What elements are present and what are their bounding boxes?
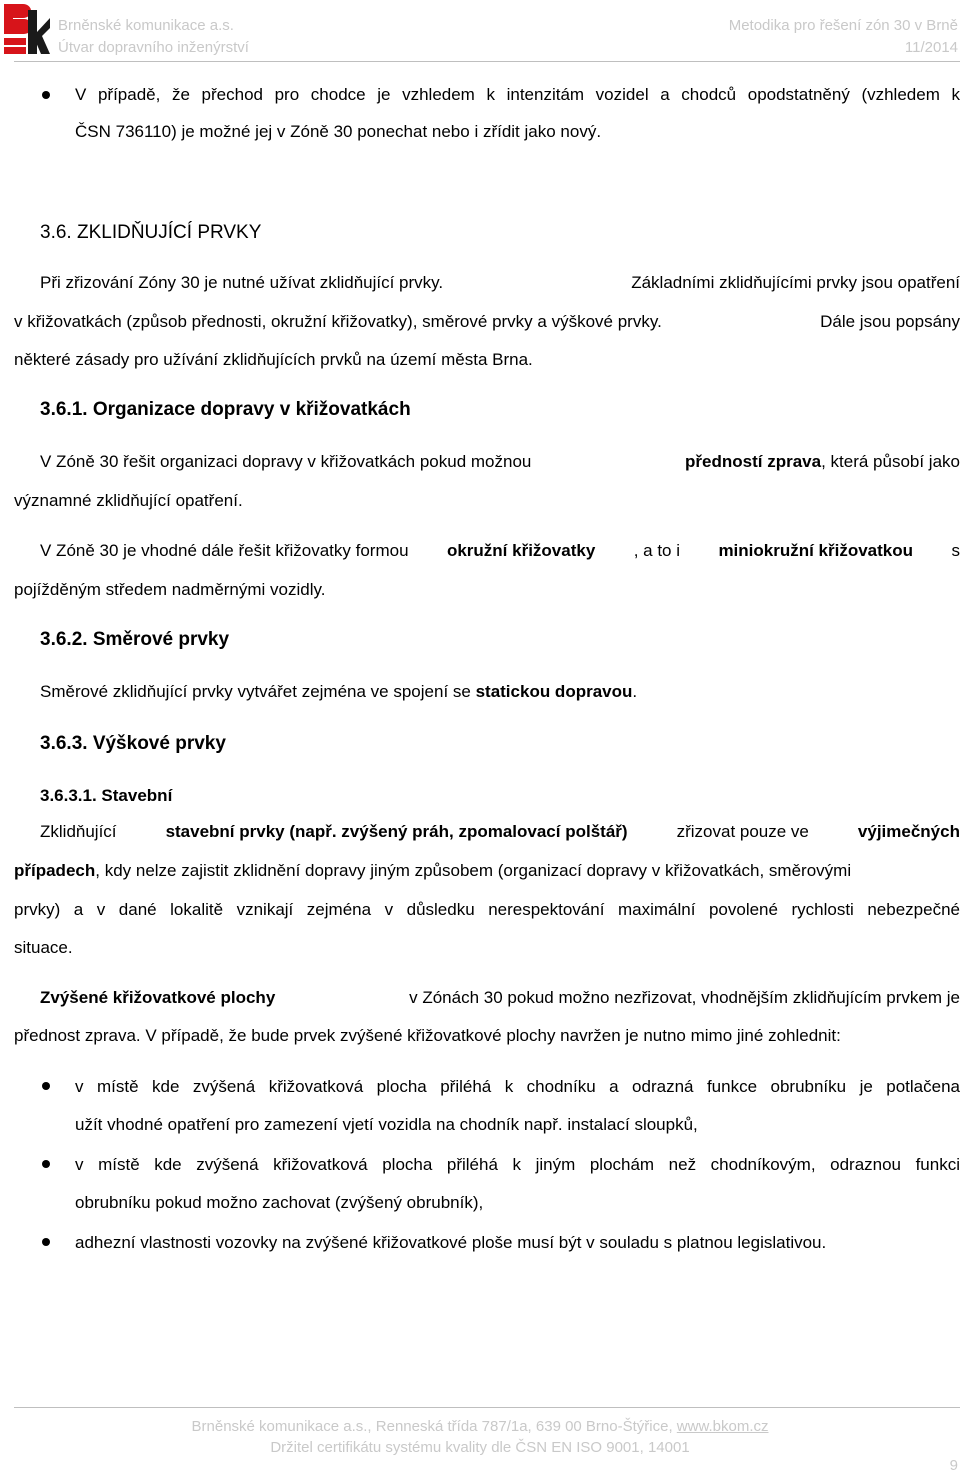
bold-term: stavební prvky (např. zvýšený práh, zpomalovací polštář) [165, 822, 628, 841]
header-company: Brněnské komunikace a.s. [58, 17, 234, 34]
section-heading-3-6-2: 3.6.2. Směrové prvky [40, 629, 230, 650]
para-fragment: s [951, 541, 960, 560]
footer-address-text: Brněnské komunikace a.s., Renneská třída 787/1a, 639 00 Brno-Štýřice, [191, 1418, 673, 1435]
bullet-dot [42, 91, 50, 99]
section-3-6-3-para-1-line-1 [40, 820, 960, 844]
section-heading-3-6-3: 3.6.3. Výškové prvky [40, 733, 226, 754]
sub-heading-3-6-3-1: 3.6.3.1. Stavební [40, 786, 173, 805]
header-date: 11/2014 [904, 39, 958, 56]
para-fragment [685, 450, 960, 474]
para-fragment: V Zóně 30 je vhodné dále řešit křižovatky formou [40, 541, 409, 560]
para-fragment: Při zřizování Zóny 30 je nutné užívat zklidňující prvky. [40, 273, 444, 292]
para-fragment: Zklidňující [40, 822, 117, 841]
section-3-6-1-para-1-line-2: významné zklidňující opatření. [14, 491, 243, 510]
section-3-6-3-para-1-line-4: situace. [14, 938, 73, 957]
para-fragment: zřizovat pouze ve [676, 822, 809, 841]
bullet-2-line-1: v místě kde zvýšená křižovatková plocha přiléhá k jiným plochám než chodníkovým, odraznou funkci [75, 1155, 960, 1174]
bold-term: Zvýšené křižovatkové plochy [40, 988, 276, 1007]
section-3-6-para-line-2 [14, 310, 960, 334]
bullet-dot [42, 1238, 50, 1246]
footer-website-link[interactable]: www.bkom.cz [676, 1418, 769, 1435]
bold-term: miniokružní křižovatkou [718, 541, 914, 560]
section-3-6-1-para-2-line-2: pojížděným středem nadměrnými vozidly. [14, 580, 326, 599]
bullet-dot [42, 1160, 50, 1168]
para-fragment: V Zóně 30 řešit organizaci dopravy v křižovatkách pokud možnou [40, 452, 532, 471]
bullet-2-line-2: obrubníku pokud možno zachovat (zvýšený obrubník), [75, 1193, 484, 1212]
bold-term: případech [14, 861, 96, 880]
section-3-6-1-para-2-line-1 [40, 539, 960, 563]
section-3-6-2-para [40, 680, 637, 704]
header-department: Útvar dopravního inženýrství [58, 39, 249, 56]
para-fragment: , a to i [633, 541, 681, 560]
bold-term: výjimečných [857, 822, 960, 841]
para-fragment: v Zónách 30 pokud možno nezřizovat, vhodnějším zklidňujícím prvkem je [409, 988, 960, 1007]
intro-bullet-line-2: ČSN 736110) je možné jej v Zóně 30 ponechat nebo i zřídit jako nový. [75, 122, 602, 141]
header-divider [14, 61, 960, 62]
footer-certificate: Držitel certifikátu systému kvality dle ČSN EN ISO 9001, 14001 [270, 1439, 690, 1456]
para-fragment: . [632, 682, 638, 701]
page-number: 9 [949, 1457, 958, 1474]
section-3-6-1-para-1-line-1 [40, 450, 960, 474]
footer-divider [14, 1407, 960, 1408]
company-logo [4, 4, 50, 54]
para-fragment: , která působí jako [821, 452, 960, 471]
section-3-6-3-para-2-line-1 [40, 986, 960, 1010]
section-3-6-para-line-1 [40, 271, 960, 295]
bullet-3-line-1: adhezní vlastnosti vozovky na zvýšené křižovatkové ploše musí být v souladu s platnou legislativou. [75, 1233, 827, 1252]
bold-term: předností zprava [685, 452, 822, 471]
para-fragment: , kdy nelze zajistit zklidnění dopravy jiným způsobem (organizací dopravy v křižovatkách, směrovými [95, 861, 852, 880]
section-heading-3-6: 3.6. ZKLIDŇUJÍCÍ PRVKY [40, 222, 262, 243]
header-doc-title: Metodika pro řešení zón 30 v Brně [728, 17, 958, 34]
bold-term: statickou dopravou [475, 682, 633, 701]
intro-bullet-line-1: V případě, že přechod pro chodce je vzhledem k intenzitám vozidel a chodců opodstatněný (vzhledem k [75, 85, 960, 104]
section-3-6-3-para-1-line-3: prvky) a v dané lokalitě vznikají zejména v důsledku nerespektování maximální povolené rychlosti nebezpečné [14, 900, 960, 919]
section-3-6-para-line-3: některé zásady pro užívání zklidňujících prvků na území města Brna. [14, 350, 533, 369]
para-fragment: Směrové zklidňující prvky vytvářet zejména ve spojení se [40, 682, 471, 701]
para-fragment: Základními zklidňujícími prvky jsou opatření [631, 273, 960, 292]
footer-address [0, 1417, 960, 1437]
section-3-6-3-para-2-line-2: přednost zprava. V případě, že bude prvek zvýšené křižovatkové plochy navržen je nutno mimo jiné zohlednit: [14, 1026, 841, 1045]
section-heading-3-6-1: 3.6.1. Organizace dopravy v křižovatkách [40, 399, 411, 420]
bold-term: okružní křižovatky [446, 541, 596, 560]
bullet-1-line-2: užít vhodné opatření pro zamezení vjetí vozidla na chodník např. instalací sloupků, [75, 1115, 698, 1134]
bullet-dot [42, 1082, 50, 1090]
para-fragment: v křižovatkách (způsob přednosti, okružní křižovatky), směrové prvky a výškové prvky. [14, 312, 662, 331]
para-fragment: Dále jsou popsány [820, 312, 960, 331]
bullet-1-line-1: v místě kde zvýšená křižovatková plocha přiléhá k chodníku a odrazná funkce obrubníku je potlačena [75, 1077, 960, 1096]
section-3-6-3-para-1-line-2 [14, 859, 851, 883]
